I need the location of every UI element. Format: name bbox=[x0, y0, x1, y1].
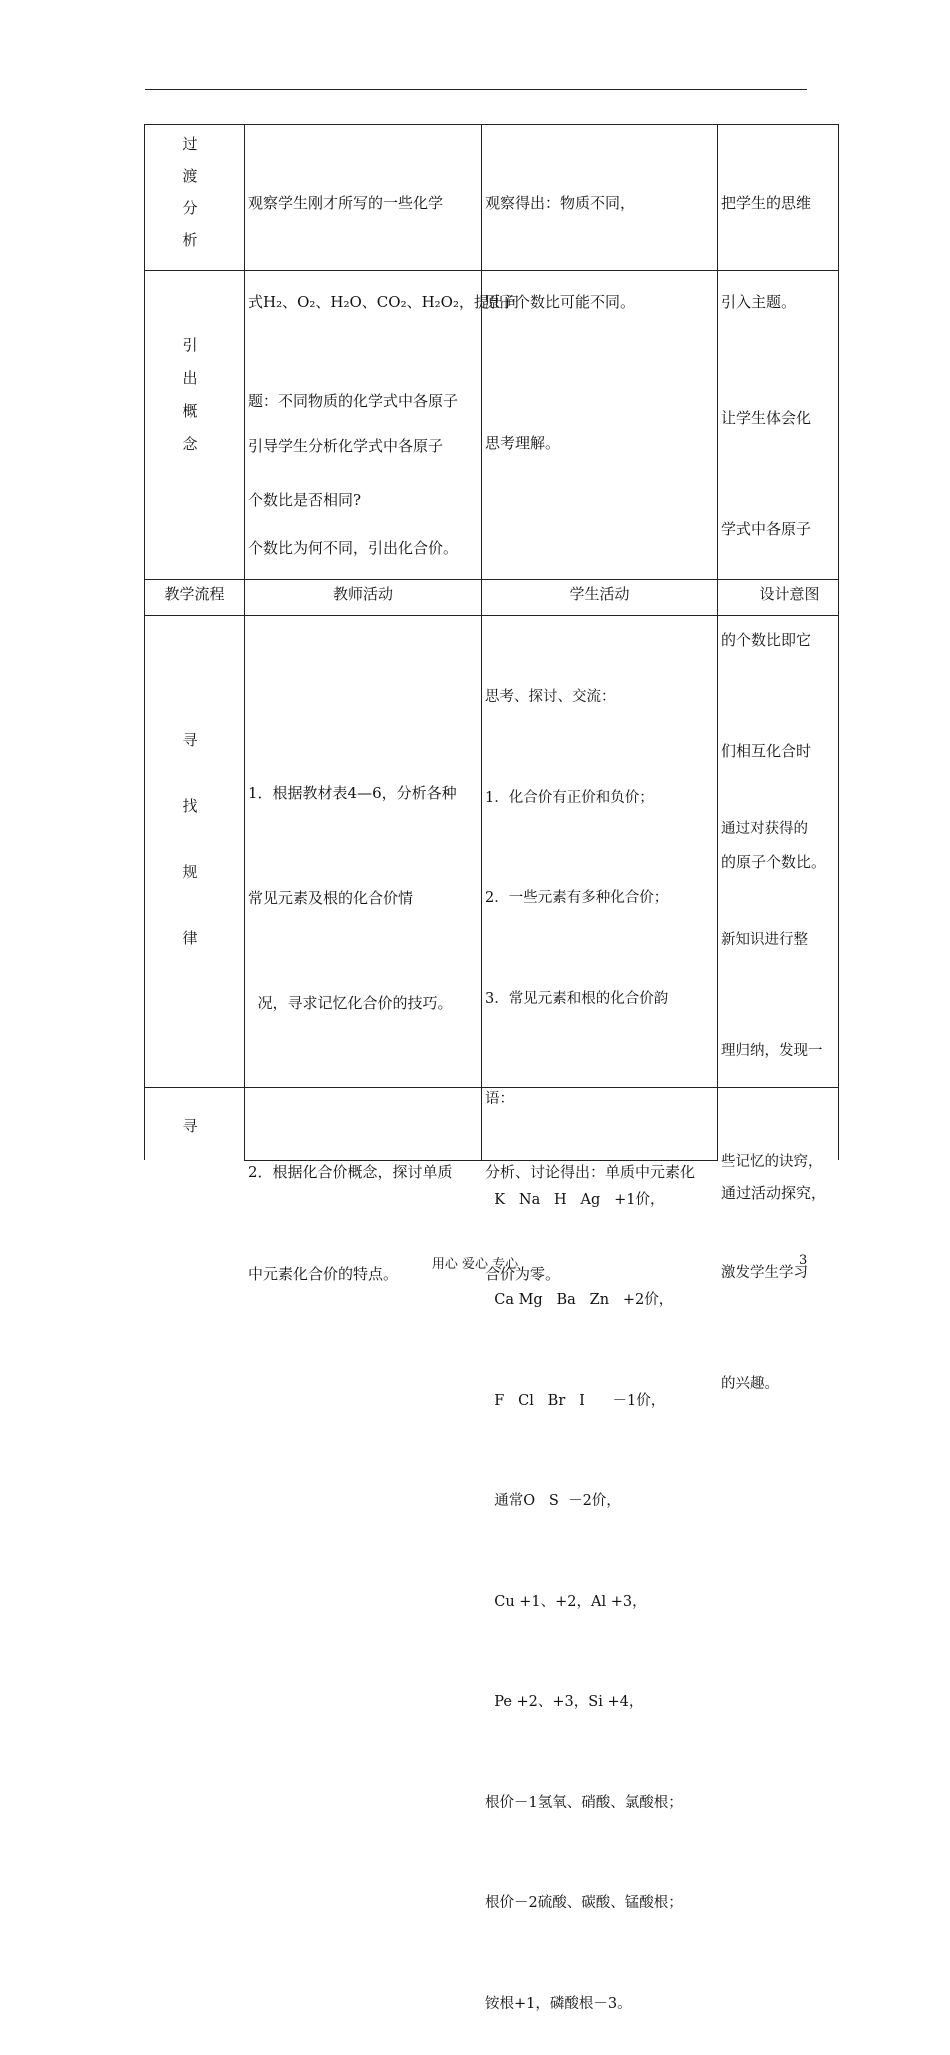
col-divider bbox=[244, 124, 245, 1161]
intent-cell-r3 bbox=[721, 737, 823, 1440]
text-line: 的个数比即它 bbox=[721, 631, 812, 649]
text-line: 中元素化合价的特点。 bbox=[248, 1265, 399, 1283]
text-line: 况，寻求记忆化合价的技巧。 bbox=[248, 994, 453, 1012]
student-cell-r4 bbox=[485, 1087, 695, 1325]
flow-char: 过 bbox=[182, 135, 198, 153]
text-line: 个数比是否相同? bbox=[248, 491, 362, 509]
flow-char: 分 bbox=[182, 199, 198, 217]
text-line: F Cl Br I －1价， bbox=[485, 1392, 666, 1409]
text-line: 原子个数比可能不同。 bbox=[485, 293, 636, 311]
header-intent: 设计意图 bbox=[759, 585, 820, 603]
page-number: 3 bbox=[799, 1253, 808, 1268]
flow-char: 规 bbox=[182, 863, 198, 881]
flow-char: 找 bbox=[182, 797, 198, 815]
text-line: 常见元素及根的化合价情 bbox=[248, 889, 414, 907]
text-line: 引导学生分析化学式中各原子 bbox=[248, 437, 444, 455]
text-line: 的原子个数比。 bbox=[721, 853, 827, 871]
text-line: 们相互化合时 bbox=[721, 742, 812, 760]
flow-char: 引 bbox=[182, 336, 198, 354]
header-rule bbox=[145, 89, 807, 90]
student-cell-r2 bbox=[485, 361, 560, 493]
text-line: 思考、探讨、交流： bbox=[485, 689, 616, 705]
text-line: 根价－1氢氧、硝酸、氯酸根； bbox=[485, 1794, 683, 1811]
text-line: 激发学生学习 bbox=[721, 1265, 808, 1281]
text-line: 个数比为何不同，引出化合价。 bbox=[248, 539, 459, 557]
footer-motto: 用心 爱心 专心 bbox=[431, 1257, 519, 1272]
text-line: 语： bbox=[485, 1091, 514, 1107]
intent-cell-r4 bbox=[721, 1111, 826, 1243]
text-line: Cu +1、+2，Al +3， bbox=[485, 1593, 647, 1610]
text-line: 3．常见元素和根的化合价韵 bbox=[485, 990, 669, 1007]
text-line: 通过对获得的 bbox=[721, 821, 808, 837]
teacher-cell-r2 bbox=[248, 361, 458, 599]
text-line: 合价为零。 bbox=[485, 1265, 561, 1283]
flow-char: 概 bbox=[182, 402, 198, 420]
header-student: 学生活动 bbox=[569, 585, 630, 603]
flow-cell-seek bbox=[170, 1114, 210, 1138]
teacher-cell-r4 bbox=[248, 1087, 453, 1325]
text-line: 2．根据化合价概念，探讨单质 bbox=[248, 1163, 453, 1181]
header-teacher: 教师活动 bbox=[332, 585, 393, 603]
teacher-cell-r3 bbox=[248, 706, 457, 1056]
text-line: 让学生体会化 bbox=[721, 409, 812, 427]
flow-char: 出 bbox=[182, 369, 198, 387]
flow-char: 寻 bbox=[182, 1117, 198, 1135]
text-line: 些记忆的诀窍， bbox=[721, 1154, 823, 1170]
text-line: Pe +2、+3，Si +4， bbox=[485, 1694, 644, 1710]
text-line: Ca Mg Ba Zn +2价， bbox=[485, 1292, 674, 1308]
student-cell-r1 bbox=[485, 121, 635, 352]
header-flow: 教学流程 bbox=[164, 585, 225, 603]
text-line: 铵根+1，磷酸根－3。 bbox=[485, 1995, 632, 2012]
text-line: 理归纳，发现一 bbox=[721, 1043, 823, 1059]
text-line: K Na H Ag +1价， bbox=[485, 1191, 665, 1208]
text-line: 学式中各原子 bbox=[721, 520, 812, 538]
flow-char: 念 bbox=[182, 435, 198, 453]
text-line: 的兴趣。 bbox=[721, 1376, 779, 1392]
text-line: 引入主题。 bbox=[721, 293, 797, 311]
col-divider bbox=[838, 124, 839, 1160]
flow-char: 渡 bbox=[182, 167, 198, 185]
text-line: 通过活动探究， bbox=[721, 1184, 827, 1202]
text-line: 观察学生刚才所写的一些化学 bbox=[248, 194, 444, 212]
text-line: 1．化合价有正价和负价； bbox=[485, 789, 654, 806]
col-divider bbox=[717, 124, 718, 1161]
flow-cell-concept bbox=[170, 329, 210, 461]
text-line: 分析、讨论得出：单质中元素化 bbox=[485, 1163, 696, 1181]
text-line: 1．根据教材表4—6，分析各种 bbox=[248, 784, 457, 802]
flow-char: 析 bbox=[182, 231, 198, 249]
flow-char: 律 bbox=[182, 929, 198, 947]
flow-cell-transition bbox=[170, 128, 210, 256]
text-line: 2．一些元素有多种化合价； bbox=[485, 890, 669, 906]
student-cell-r3 bbox=[485, 614, 683, 2055]
text-line: 题：不同物质的化学式中各原子 bbox=[248, 392, 459, 410]
intent-cell-r1 bbox=[721, 121, 811, 352]
text-line: 通常O S －2价， bbox=[485, 1493, 621, 1509]
flow-cell-pattern bbox=[170, 707, 210, 971]
text-line: 新知识进行整 bbox=[721, 932, 808, 948]
text-line: 思考理解。 bbox=[485, 434, 561, 452]
text-line: 把学生的思维 bbox=[721, 194, 812, 212]
flow-char: 寻 bbox=[182, 731, 198, 749]
text-line: 观察得出：物质不同， bbox=[485, 194, 636, 212]
col-divider bbox=[144, 124, 145, 1160]
text-line: 根价－2硫酸、碳酸、锰酸根； bbox=[485, 1895, 683, 1911]
text-line: 式H₂、O₂、H₂O、CO₂、H₂O₂，提出问 bbox=[248, 293, 519, 311]
